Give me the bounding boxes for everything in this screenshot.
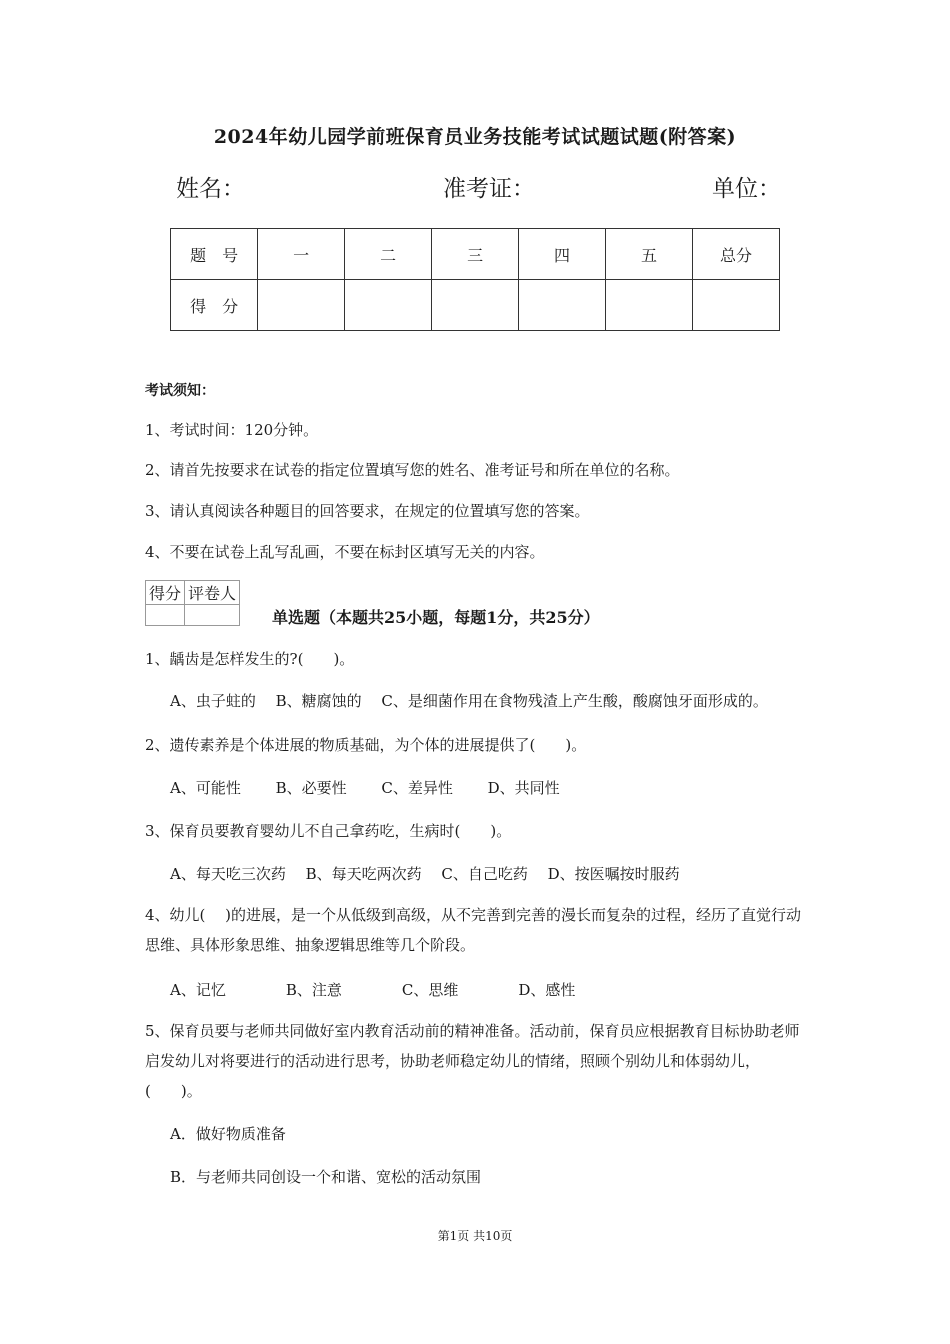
question-options: A、可能性 B、必要性 C、差异性 D、共同性 [170, 779, 560, 797]
page-footer: 第1页 共10页 [437, 1229, 513, 1243]
score-table-cell: 五 [606, 229, 693, 280]
question-options: A、记忆 B、注意 C、思维 D、感性 [170, 981, 576, 999]
notice-item: 1、考试时间：120分钟。 [145, 421, 319, 439]
notice-title: 考试须知： [145, 383, 215, 399]
exam-number-field-label: 准考证： [443, 176, 535, 202]
grader-box [145, 580, 240, 626]
score-table-cell: 总分 [692, 229, 779, 280]
score-table-cell [345, 280, 432, 331]
score-table-cell: 二 [345, 229, 432, 280]
name-field-label: 姓名： [176, 176, 245, 202]
grader-score-label: 得分 [146, 581, 185, 605]
question-stem: 5、保育员要与老师共同做好室内教育活动前的精神准备。活动前，保育员应根据教育目标协助老师启发幼儿对将要进行的活动进行思考，协助老师稳定幼儿的情绪，照顾个别幼儿和体弱幼儿，( )。 [145, 1022, 800, 1100]
question-stem: 2、遗传素养是个体进展的物质基础，为个体的进展提供了( )。 [145, 736, 587, 754]
score-table-cell [432, 280, 519, 331]
question-stem: 3、保育员要教育婴幼儿不自己拿药吃，生病时( )。 [145, 822, 512, 840]
score-table-cell: 一 [258, 229, 345, 280]
section-title: 单选题（本题共25小题，每题1分，共25分） [272, 608, 600, 627]
question-option-a: A．做好物质准备 [170, 1125, 286, 1143]
question-options: A、虫子蛀的 B、糖腐蚀的 C、是细菌作用在食物残渣上产生酸，酸腐蚀牙面形成的。 [170, 692, 768, 710]
grader-name-cell [185, 605, 240, 626]
unit-field-label: 单位： [712, 176, 781, 202]
grader-score-cell [146, 605, 185, 626]
question-option-b: B．与老师共同创设一个和谐、宽松的活动氛围 [170, 1168, 482, 1186]
question-stem: 1、龋齿是怎样发生的?( )。 [145, 650, 355, 668]
score-table [170, 228, 780, 331]
question-stem: 4、幼儿( )的进展，是一个从低级到高级，从不完善到完善的漫长而复杂的过程，经历了直觉行动思维、具体形象思维、抽象逻辑思维等几个阶段。 [145, 906, 802, 954]
score-table-header-row [171, 229, 780, 280]
score-table-cell [519, 280, 606, 331]
notice-item: 4、不要在试卷上乱写乱画，不要在标封区填写无关的内容。 [145, 543, 545, 561]
score-table-cell [258, 280, 345, 331]
question-options: A、每天吃三次药 B、每天吃两次药 C、自己吃药 D、按医嘱按时服药 [170, 865, 680, 883]
score-table-cell: 得 分 [171, 280, 258, 331]
score-table-cell [692, 280, 779, 331]
notice-item: 3、请认真阅读各种题目的回答要求，在规定的位置填写您的答案。 [145, 502, 590, 520]
score-table-cell [606, 280, 693, 331]
grader-name-label: 评卷人 [185, 581, 240, 605]
page-title: 2024年幼儿园学前班保育员业务技能考试试题试题(附答案) [213, 126, 737, 148]
notice-item: 2、请首先按要求在试卷的指定位置填写您的姓名、准考证号和所在单位的名称。 [145, 461, 680, 479]
score-table-cell: 三 [432, 229, 519, 280]
score-table-cell: 题 号 [171, 229, 258, 280]
score-table-score-row [171, 280, 780, 331]
score-table-cell: 四 [519, 229, 606, 280]
